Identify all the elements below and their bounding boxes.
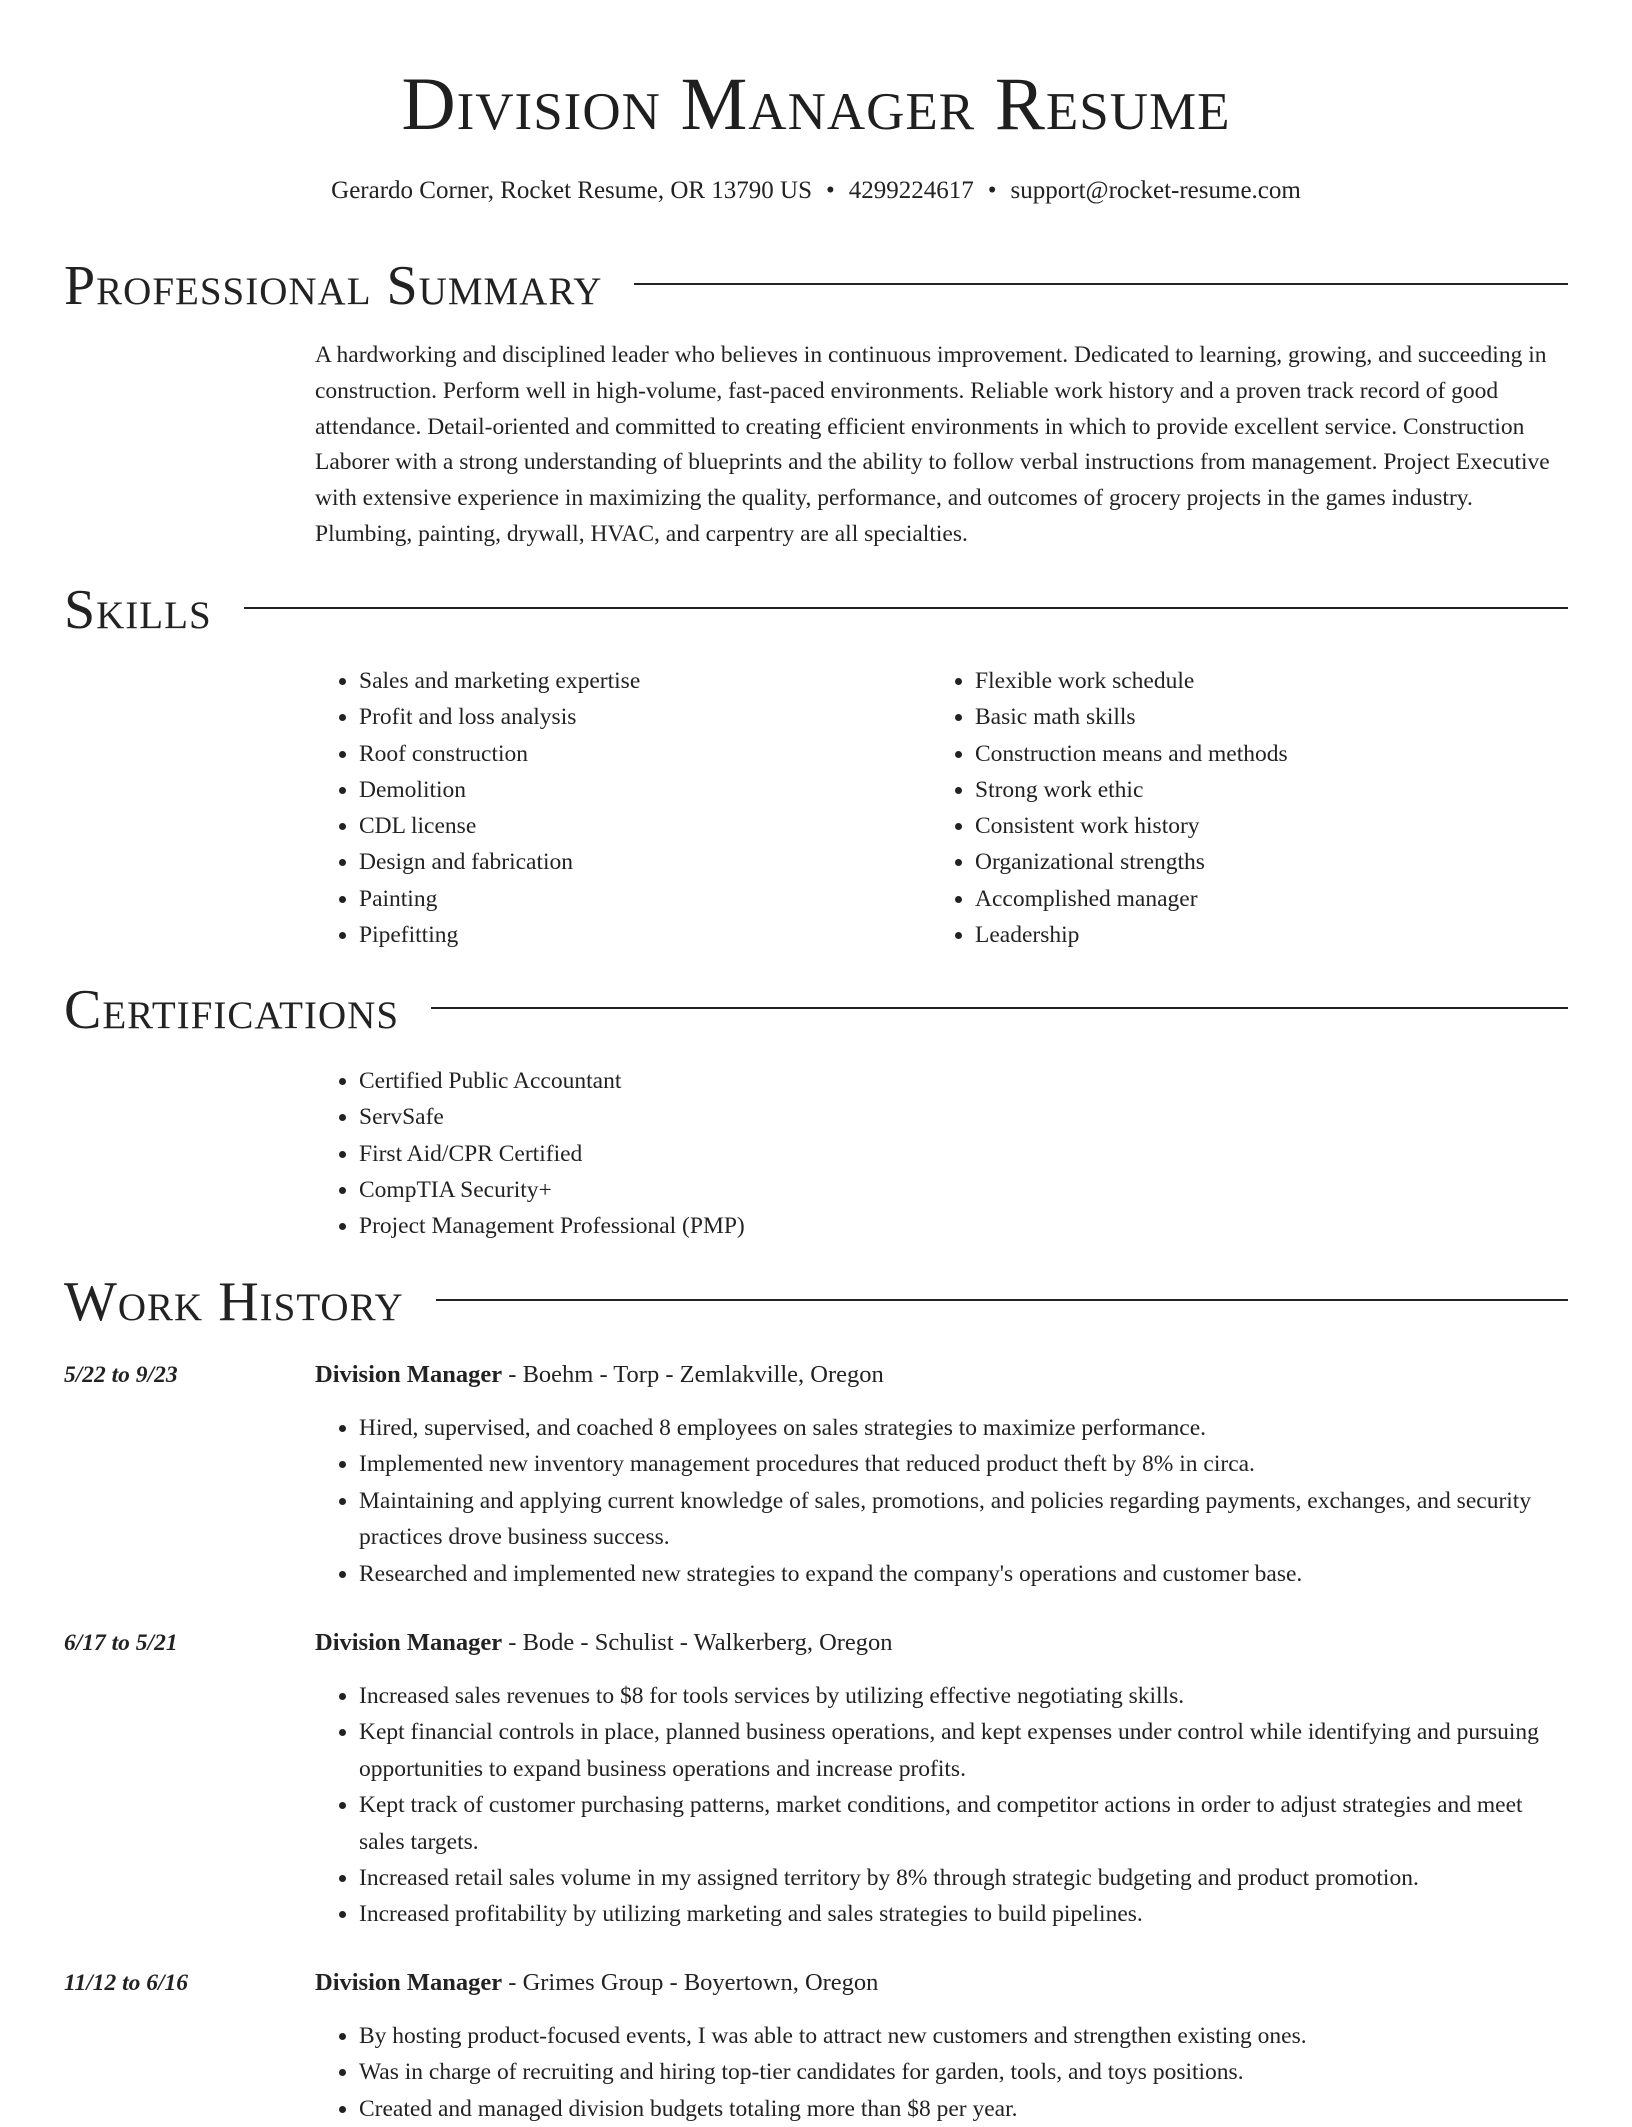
summary-heading: Professional Summary <box>64 255 603 317</box>
contact-separator: • <box>987 177 997 204</box>
skills-list-right <box>931 663 1531 953</box>
job-dates: 5/22 to 9/23 <box>64 1362 178 1388</box>
skill-item: • Consistent work history <box>975 808 1531 844</box>
job-bullets <box>315 1410 1568 1592</box>
job-bullets <box>315 2018 1568 2127</box>
skill-item: • CDL license <box>359 808 915 844</box>
job-dates: 11/12 to 6/16 <box>64 1970 189 1996</box>
skill-item: • Strong work ethic <box>975 772 1531 808</box>
skills-section-header <box>64 578 1568 642</box>
job-bullet: • Created and managed division budgets totaling more than $8 per year. <box>359 2091 1568 2127</box>
job-bullet: • Kept financial controls in place, planned business operations, and kept expenses under control while identifying and pursuing opportunities to expand business operations and increase profits. <box>359 1714 1568 1787</box>
contact-email[interactable]: support@rocket-resume.com <box>1010 177 1301 204</box>
section-divider <box>436 1299 1568 1301</box>
certification-item: • Project Management Professional (PMP) <box>359 1208 1315 1244</box>
job-bullet: • Researched and implemented new strategies to expand the company's operations and customer base. <box>359 1556 1568 1592</box>
job-employer: - Bode - Schulist - Walkerberg, Oregon <box>502 1629 893 1656</box>
job-bullets <box>315 1678 1568 1933</box>
job-header <box>315 1359 884 1391</box>
certification-item: • First Aid/CPR Certified <box>359 1136 1315 1172</box>
job-bullet: • Kept track of customer purchasing patterns, market conditions, and competitor actions in order to adjust strategies and meet sales targets. <box>359 1787 1568 1860</box>
skill-item: • Basic math skills <box>975 699 1531 735</box>
section-divider <box>634 283 1568 285</box>
job-bullet: • Increased profitability by utilizing marketing and sales strategies to build pipelines. <box>359 1896 1568 1932</box>
skill-item: • Sales and marketing expertise <box>359 663 915 699</box>
certification-item: • CompTIA Security+ <box>359 1172 1315 1208</box>
job-employer: - Boehm - Torp - Zemlakville, Oregon <box>502 1361 884 1388</box>
certifications-list <box>315 1063 1315 1244</box>
job-bullet: • By hosting product-focused events, I was able to attract new customers and strengthen existing ones. <box>359 2018 1568 2054</box>
skill-item: • Organizational strengths <box>975 844 1531 880</box>
skill-item: • Demolition <box>359 772 915 808</box>
skill-item: • Leadership <box>975 917 1531 953</box>
job-header <box>315 1627 893 1659</box>
job-title: Division Manager <box>315 1629 503 1656</box>
job-employer: - Grimes Group - Boyertown, Oregon <box>502 1969 879 1996</box>
resume-title: Division Manager Resume <box>401 63 1231 146</box>
job-title: Division Manager <box>315 1969 503 1996</box>
skills-heading: Skills <box>64 579 212 641</box>
contact-line <box>0 174 1632 208</box>
job-bullet: • Was in charge of recruiting and hiring top-tier candidates for garden, tools, and toys positions. <box>359 2054 1568 2090</box>
skill-item: • Flexible work schedule <box>975 663 1531 699</box>
work-history-section-header <box>64 1270 1568 1334</box>
certification-item: • Certified Public Accountant <box>359 1063 1315 1099</box>
skill-item: • Roof construction <box>359 736 915 772</box>
summary-section-header <box>64 254 1568 318</box>
contact-phone: 4299224617 <box>848 177 974 204</box>
job-header <box>315 1967 878 1999</box>
certifications-heading: Certifications <box>64 979 400 1041</box>
job-bullet: • Hired, supervised, and coached 8 employees on sales strategies to maximize performance. <box>359 1410 1568 1446</box>
job-dates: 6/17 to 5/21 <box>64 1630 178 1656</box>
job-bullet: • Increased retail sales volume in my assigned territory by 8% through strategic budgeting and product promotion. <box>359 1860 1568 1896</box>
skill-item: • Construction means and methods <box>975 736 1531 772</box>
section-divider <box>244 607 1568 609</box>
skill-item: • Profit and loss analysis <box>359 699 915 735</box>
skill-item: • Accomplished manager <box>975 881 1531 917</box>
contact-address: Gerardo Corner, Rocket Resume, OR 13790 US <box>331 177 813 204</box>
work-history-heading: Work History <box>64 1271 404 1333</box>
section-divider <box>431 1007 1568 1009</box>
skills-list-left <box>315 663 915 953</box>
job-bullet: • Implemented new inventory management procedures that reduced product theft by 8% in circa. <box>359 1446 1568 1482</box>
certifications-section-header <box>64 978 1568 1042</box>
skill-item: • Design and fabrication <box>359 844 915 880</box>
job-bullet: • Maintaining and applying current knowledge of sales, promotions, and policies regarding payments, exchanges, and security practices drove business success. <box>359 1483 1568 1556</box>
job-title: Division Manager <box>315 1361 503 1388</box>
contact-separator: • <box>826 177 835 204</box>
certification-item: • ServSafe <box>359 1099 1315 1135</box>
summary-text: A hardworking and disciplined leader who believes in continuous improvement. Dedicated to learning, growing, and succeeding in construction. Perform well in high-volume, fast-paced environments. Reliable work history and a proven track record of good attendance. Detail-oriented and committed to creating efficient environments in which to provide excellent service. Construction Laborer with a strong understanding of blueprints and the ability to follow verbal instructions from management. Project Executive with extensive experience in maximizing the quality, performance, and outcomes of grocery projects in the games industry. Plumbing, painting, drywall, HVAC, and carpentry are all specialties. <box>315 342 1550 547</box>
job-bullet: • Increased sales revenues to $8 for tools services by utilizing effective negotiating skills. <box>359 1678 1568 1714</box>
skill-item: • Painting <box>359 881 915 917</box>
skill-item: • Pipefitting <box>359 917 915 953</box>
